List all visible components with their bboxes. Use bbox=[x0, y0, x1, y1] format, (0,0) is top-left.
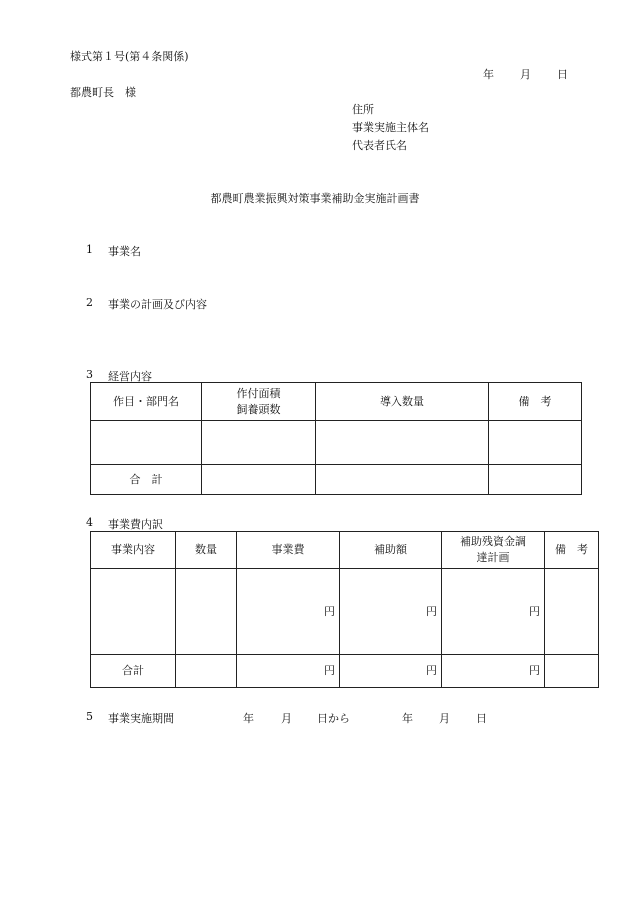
header-quantity: 導入数量 bbox=[316, 383, 489, 421]
total-subsidy[interactable] bbox=[340, 655, 442, 688]
representative-label: 代表者氏名 bbox=[352, 139, 407, 152]
header-remarks: 備 考 bbox=[545, 532, 599, 569]
yen-unit: 円 bbox=[529, 664, 540, 677]
yen-unit: 円 bbox=[324, 664, 335, 677]
section-1-label: 事業名 bbox=[108, 245, 141, 258]
cell-area[interactable] bbox=[202, 421, 316, 465]
cost-table bbox=[90, 531, 599, 688]
total-label: 合 計 bbox=[91, 465, 202, 495]
total-qty[interactable] bbox=[176, 655, 237, 688]
section-4-number: 4 bbox=[86, 516, 93, 529]
cell-remarks[interactable] bbox=[545, 569, 599, 655]
period-month-1: 月 bbox=[281, 712, 292, 725]
cell-subsidy[interactable] bbox=[340, 569, 442, 655]
period-from: 日から bbox=[317, 712, 350, 725]
section-3-number: 3 bbox=[86, 368, 93, 381]
cell-content[interactable] bbox=[91, 569, 176, 655]
table-row bbox=[91, 569, 599, 655]
section-2-label: 事業の計画及び内容 bbox=[108, 298, 207, 311]
section-5-number: 5 bbox=[86, 710, 93, 723]
cell-cost[interactable] bbox=[237, 569, 340, 655]
header-area: 作付面積 bbox=[236, 386, 281, 400]
section-3-label: 経営内容 bbox=[108, 370, 152, 383]
cell-quantity[interactable] bbox=[316, 421, 489, 465]
header-remarks: 備 考 bbox=[489, 383, 582, 421]
addressee: 都農町長 様 bbox=[70, 86, 136, 99]
yen-unit: 円 bbox=[324, 604, 335, 618]
period-day-2: 日 bbox=[476, 712, 487, 725]
form-number: 様式第１号(第４条関係) bbox=[70, 50, 189, 63]
yen-unit: 円 bbox=[529, 604, 540, 618]
cell-qty[interactable] bbox=[176, 569, 237, 655]
document-title: 都農町農業振興対策事業補助金実施計画書 bbox=[210, 192, 420, 205]
period-year-2: 年 bbox=[402, 712, 413, 725]
header-funding-line1: 補助残資金調 bbox=[460, 535, 526, 548]
date-day: 日 bbox=[557, 68, 568, 81]
header-crop: 作目・部門名 bbox=[91, 383, 202, 421]
total-funding[interactable] bbox=[442, 655, 545, 688]
total-area[interactable] bbox=[202, 465, 316, 495]
total-row bbox=[91, 655, 599, 688]
header-funding-line2: 達計画 bbox=[476, 551, 510, 564]
period-year-1: 年 bbox=[243, 712, 254, 725]
header-content: 事業内容 bbox=[91, 532, 176, 569]
yen-unit: 円 bbox=[426, 604, 437, 618]
header-area-livestock bbox=[202, 383, 316, 421]
total-row bbox=[91, 465, 582, 495]
header-cost: 事業費 bbox=[237, 532, 340, 569]
total-cost[interactable] bbox=[237, 655, 340, 688]
date-year: 年 bbox=[483, 68, 494, 81]
total-remarks[interactable] bbox=[545, 655, 599, 688]
address-label: 住所 bbox=[352, 103, 374, 116]
section-2-number: 2 bbox=[86, 296, 93, 309]
entity-name-label: 事業実施主体名 bbox=[352, 121, 429, 134]
yen-unit: 円 bbox=[426, 664, 437, 677]
table-header-row bbox=[91, 383, 582, 421]
header-qty: 数量 bbox=[176, 532, 237, 569]
period-month-2: 月 bbox=[439, 712, 450, 725]
table-header-row bbox=[91, 532, 599, 569]
table-row bbox=[91, 421, 582, 465]
management-table bbox=[90, 382, 582, 495]
cell-remarks[interactable] bbox=[489, 421, 582, 465]
header-subsidy: 補助額 bbox=[340, 532, 442, 569]
section-1-number: 1 bbox=[86, 243, 93, 256]
total-remarks[interactable] bbox=[489, 465, 582, 495]
header-funding-plan bbox=[442, 532, 545, 569]
section-4-label: 事業費内訳 bbox=[108, 518, 163, 531]
section-5-label: 事業実施期間 bbox=[108, 712, 174, 725]
cell-crop[interactable] bbox=[91, 421, 202, 465]
header-livestock: 飼養頭数 bbox=[236, 402, 281, 416]
date-month: 月 bbox=[520, 68, 531, 81]
total-quantity[interactable] bbox=[316, 465, 489, 495]
cell-funding[interactable] bbox=[442, 569, 545, 655]
total-label: 合計 bbox=[91, 655, 176, 688]
